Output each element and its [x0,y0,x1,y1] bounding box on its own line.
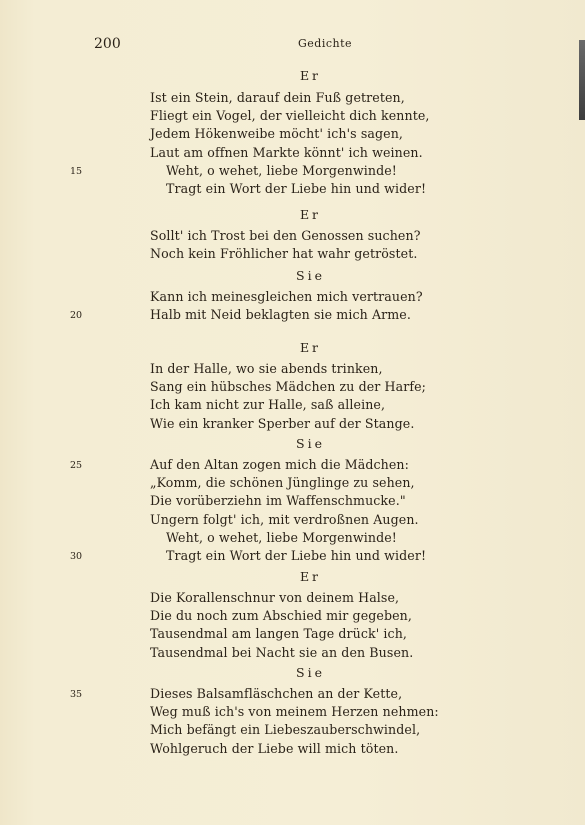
verse-line: Tausendmal am langen Tage drück' ich, [150,626,408,642]
verse-line: Tragt ein Wort der Liebe hin und wider! [166,181,427,196]
verse-line: Wohlgeruch der Liebe will mich töten. [150,740,399,756]
speaker-label: Sie [296,268,325,283]
speaker-label: Er [299,207,322,222]
verse-line: Sang ein hübsches Mädchen zu der Harfe; [150,379,426,395]
verse-line: Auf den Altan zogen mich die Mädchen: [150,457,409,472]
verse-line: Weht, o wehet, liebe Morgenwinde! [166,529,397,545]
line-number: 25 [70,460,83,471]
verse-line: Ich kam nicht zur Halle, saß alleine, [150,397,386,413]
verse-line: Tausendmal bei Nacht sie an den Busen. [150,644,414,660]
verse-line: Tragt ein Wort der Liebe hin und wider! [166,548,427,563]
verse-line: Laut am offnen Markte könnt' ich weinen. [150,144,423,160]
verse-line: In der Halle, wo sie abends trinken, [150,361,383,376]
verse-line: Kann ich meinesgleichen mich vertrauen? [150,289,423,304]
verse-line: Ungern folgt' ich, mit verdroßnen Augen. [150,511,419,527]
speaker-label: Er [299,340,322,355]
page-header [0,36,585,56]
verse-line: Weht, o wehet, liebe Morgenwinde! [166,162,397,178]
page-number: 200 [94,36,121,52]
speaker-label: Sie [296,665,325,680]
verse-line: Jedem Hökenweibe möcht' ich's sagen, [150,126,404,142]
line-number: 35 [70,689,83,700]
speaker-label: Er [299,569,322,584]
verse-line: Dieses Balsamfläschchen an der Kette, [150,686,403,701]
verse-line: Die vorüberziehn im Waffenschmucke." [150,493,406,509]
verse-line: Die Korallenschnur von deinem Halse, [150,590,400,605]
verse-line: Die du noch zum Abschied mir gegeben, [150,608,412,624]
line-number: 30 [70,551,83,562]
verse-line: Sollt' ich Trost bei den Genossen suchen? [150,228,421,243]
verse-line: Ist ein Stein, darauf dein Fuß getreten, [150,90,405,105]
verse-line: Noch kein Fröhlicher hat wahr getröstet. [150,246,418,262]
verse-line: „Komm, die schönen Jünglinge zu sehen, [150,475,415,491]
verse-line: Halb mit Neid beklagten sie mich Arme. [150,307,411,323]
speaker-label: Er [299,68,322,83]
running-head: Gedichte [298,37,353,50]
speaker-label: Sie [296,436,325,451]
line-number: 15 [70,165,83,177]
verse-line: Mich befängt ein Liebeszauberschwindel, [150,722,421,738]
verse-line: Weg muß ich's von meinem Herzen nehmen: [150,704,439,720]
verse-line: Wie ein kranker Sperber auf der Stange. [150,415,415,431]
verse-line: Fliegt ein Vogel, der vielleicht dich kennte, [150,108,430,124]
line-number: 20 [70,310,83,322]
